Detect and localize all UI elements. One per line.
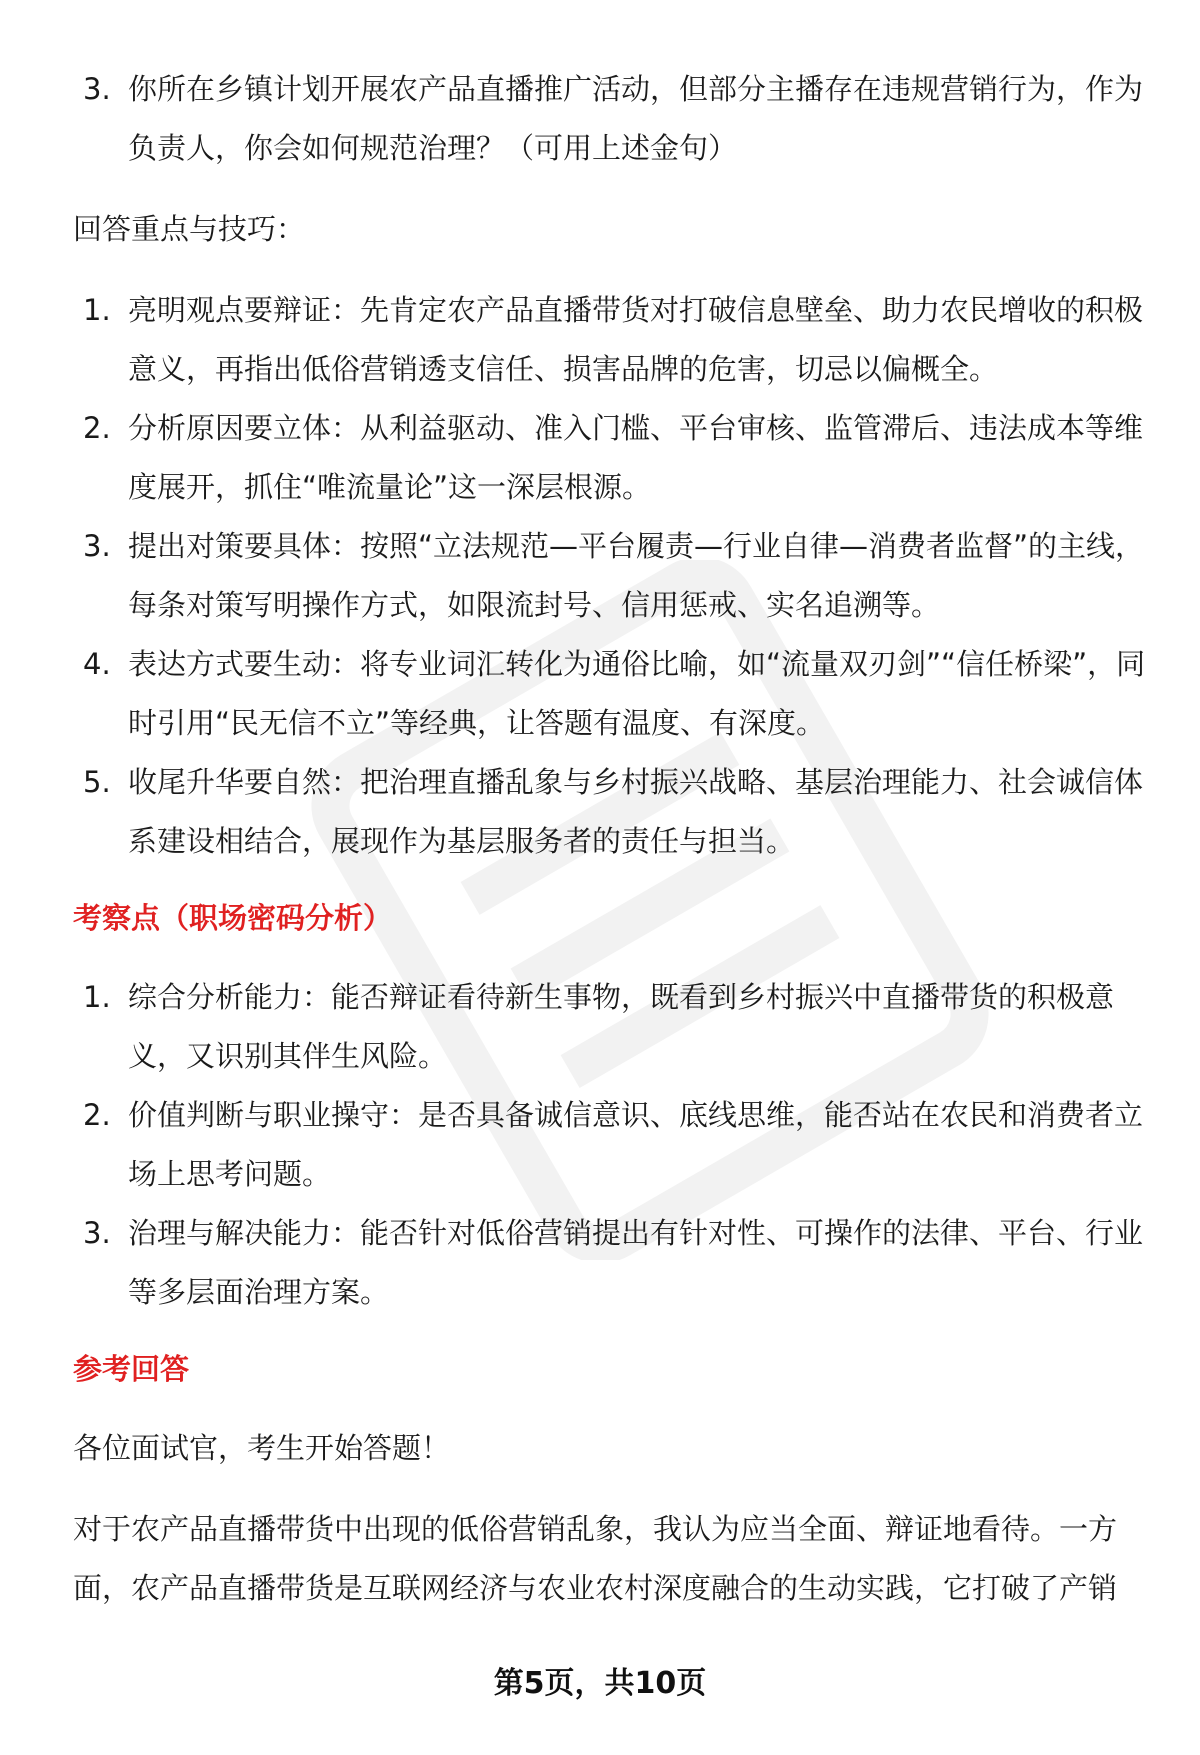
assessment-list — [73, 968, 1150, 1322]
list-number: 3. — [83, 72, 111, 106]
list-text: 治理与解决能力：能否针对低俗营销提出有针对性、可操作的法律、平台、行业等多层面治理方案。 — [128, 1216, 1144, 1309]
list-text: 分析原因要立体：从利益驱动、准入门槛、平台审核、监管滞后、违法成本等维度展开，抓住“唯流量论”这一深层根源。 — [128, 411, 1144, 504]
list-item — [73, 399, 1150, 517]
list-text: 提出对策要具体：按照“立法规范—平台履责—行业自律—消费者监督”的主线，每条对策写明操作方式，如限流封号、信用惩戒、实名追溯等。 — [128, 529, 1145, 622]
list-item — [73, 1086, 1150, 1204]
list-item — [73, 1204, 1150, 1322]
list-number: 3. — [83, 529, 111, 563]
list-item — [73, 753, 1150, 871]
list-text: 综合分析能力：能否辩证看待新生事物，既看到乡村振兴中直播带货的积极意义，又识别其伴生风险。 — [128, 980, 1115, 1073]
list-number: 1. — [83, 293, 111, 327]
tips-title: 回答重点与技巧： — [73, 212, 306, 246]
list-item — [73, 517, 1150, 635]
list-item — [73, 635, 1150, 753]
reference-heading: 参考回答 — [73, 1352, 190, 1386]
question-text: 你所在乡镇计划开展农产品直播推广活动，但部分主播存在违规营销行为，作为负责人，你会如何规范治理？（可用上述金句） — [128, 72, 1144, 165]
reference-opening: 各位面试官，考生开始答题！ — [73, 1431, 451, 1465]
tips-list — [73, 281, 1150, 871]
list-text: 表达方式要生动：将专业词汇转化为通俗比喻，如“流量双刃剑”“信任桥梁”，同时引用“民无信不立”等经典，让答题有温度、有深度。 — [128, 647, 1146, 740]
list-item — [73, 281, 1150, 399]
list-number: 3. — [83, 1216, 111, 1250]
question-list — [73, 60, 1150, 178]
page-number: 第5页，共10页 — [493, 1666, 707, 1701]
list-number: 4. — [83, 647, 111, 681]
list-text: 亮明观点要辩证：先肯定农产品直播带货对打破信息壁垒、助力农民增收的积极意义，再指出低俗营销透支信任、损害品牌的危害，切忌以偏概全。 — [128, 293, 1144, 386]
list-item — [73, 968, 1150, 1086]
list-number: 2. — [83, 1098, 111, 1132]
reference-paragraph: 对于农产品直播带货中出现的低俗营销乱象，我认为应当全面、辩证地看待。一方面，农产品直播带货是互联网经济与农业农村深度融合的生动实践，它打破了产销 — [73, 1512, 1118, 1605]
list-number: 1. — [83, 980, 111, 1014]
assessment-heading: 考察点（职场密码分析） — [73, 901, 393, 935]
list-number: 5. — [83, 765, 111, 799]
list-text: 价值判断与职业操守：是否具备诚信意识、底线思维，能否站在农民和消费者立场上思考问题。 — [128, 1098, 1144, 1191]
list-text: 收尾升华要自然：把治理直播乱象与乡村振兴战略、基层治理能力、社会诚信体系建设相结合，展现作为基层服务者的责任与担当。 — [128, 765, 1144, 858]
question-item — [73, 60, 1150, 178]
page-content — [73, 60, 1150, 1640]
list-number: 2. — [83, 411, 111, 445]
